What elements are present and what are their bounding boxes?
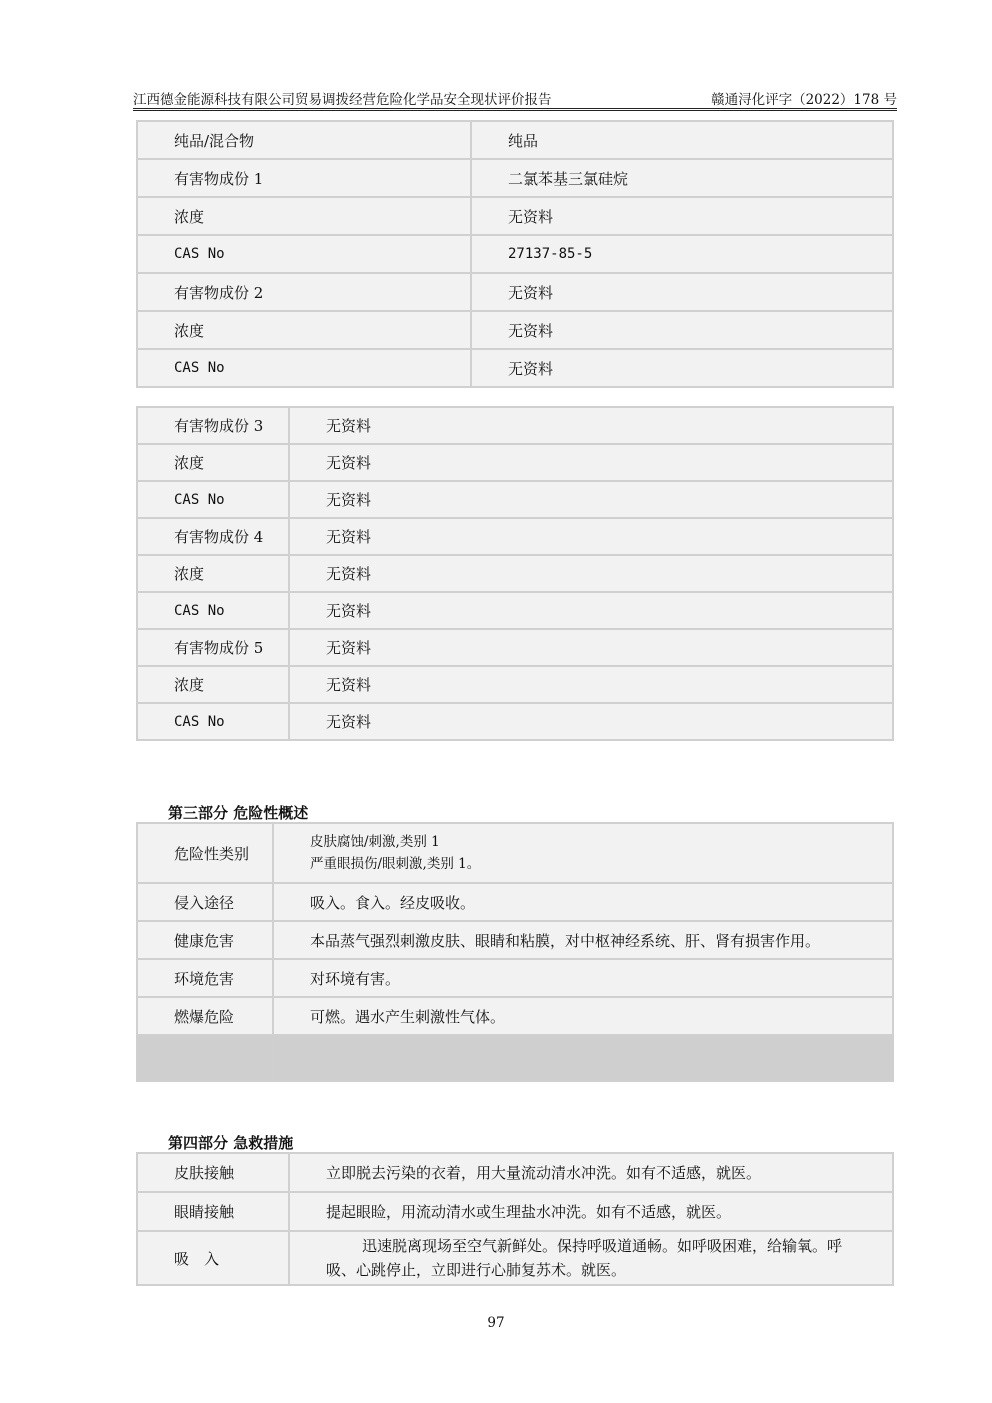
row-value: 对环境有害。 <box>273 959 893 997</box>
table-row <box>137 823 893 883</box>
row-value: 无资料 <box>289 555 893 592</box>
table-row <box>137 273 893 311</box>
row-label: CAS No <box>137 349 471 387</box>
empty-cell <box>137 1035 273 1081</box>
row-label: 有害物成份 3 <box>137 407 289 444</box>
row-label: CAS No <box>137 592 289 629</box>
row-value: 无资料 <box>289 666 893 703</box>
row-label: 纯品/混合物 <box>137 121 471 159</box>
composition-table-more <box>136 406 894 741</box>
hazard-class-value <box>273 823 893 883</box>
row-value: 无资料 <box>289 444 893 481</box>
row-label: 健康危害 <box>137 921 273 959</box>
row-label: 眼睛接触 <box>137 1192 289 1231</box>
row-value: 无资料 <box>471 197 893 235</box>
document-number: 赣通浔化评字（2022）178 号 <box>711 92 897 108</box>
table-row <box>137 883 893 921</box>
section3-title: 第三部分 危险性概述 <box>168 804 309 822</box>
row-label: 有害物成份 2 <box>137 273 471 311</box>
row-label: 有害物成份 5 <box>137 629 289 666</box>
row-value: 吸入。食入。经皮吸收。 <box>273 883 893 921</box>
composition-table-top <box>136 120 894 388</box>
header-rule <box>133 110 897 111</box>
hazard-class-line2: 严重眼损伤/眼刺激,类别 1。 <box>310 856 481 872</box>
row-value: 无资料 <box>289 481 893 518</box>
row-value: 本品蒸气强烈刺激皮肤、眼睛和粘膜，对中枢神经系统、肝、肾有损害作用。 <box>273 921 893 959</box>
table-row <box>137 349 893 387</box>
table-row <box>137 518 893 555</box>
hazard-overview-table <box>136 822 894 1082</box>
row-value: 提起眼睑，用流动清水或生理盐水冲洗。如有不适感，就医。 <box>289 1192 893 1231</box>
inhalation-line2: 吸、心跳停止，立即进行心肺复苏术。就医。 <box>326 1261 627 1279</box>
table-row <box>137 1192 893 1231</box>
table-row <box>137 592 893 629</box>
report-title: 江西德金能源科技有限公司贸易调拨经营危险化学品安全现状评价报告 <box>133 92 552 108</box>
row-value: 无资料 <box>289 592 893 629</box>
table-row <box>137 311 893 349</box>
first-aid-table <box>136 1152 894 1286</box>
table-row <box>137 197 893 235</box>
table-row <box>137 629 893 666</box>
table-row <box>137 959 893 997</box>
table-row <box>137 703 893 740</box>
row-label: 浓度 <box>137 666 289 703</box>
table-row <box>137 997 893 1035</box>
table-row <box>137 407 893 444</box>
row-label: 有害物成份 4 <box>137 518 289 555</box>
row-label: 皮肤接触 <box>137 1153 289 1192</box>
row-value: 立即脱去污染的衣着，用大量流动清水冲洗。如有不适感，就医。 <box>289 1153 893 1192</box>
table-row <box>137 555 893 592</box>
row-value: 纯品 <box>471 121 893 159</box>
row-value: 无资料 <box>289 703 893 740</box>
table-row <box>137 921 893 959</box>
row-value: 无资料 <box>289 407 893 444</box>
row-label: 浓度 <box>137 444 289 481</box>
row-label: 浓度 <box>137 311 471 349</box>
table-row <box>137 444 893 481</box>
hazard-class-label: 危险性类别 <box>137 823 273 883</box>
row-label: 浓度 <box>137 197 471 235</box>
row-label: 有害物成份 1 <box>137 159 471 197</box>
page-number: 97 <box>487 1315 505 1331</box>
row-label: 侵入途径 <box>137 883 273 921</box>
row-label: CAS No <box>137 703 289 740</box>
inhalation-value <box>289 1231 893 1285</box>
table-row <box>137 1153 893 1192</box>
row-value: 可燃。遇水产生刺激性气体。 <box>273 997 893 1035</box>
row-value: 无资料 <box>289 629 893 666</box>
row-value: 无资料 <box>471 349 893 387</box>
row-label: 环境危害 <box>137 959 273 997</box>
row-label: CAS No <box>137 481 289 518</box>
table-row <box>137 666 893 703</box>
empty-cell <box>273 1035 893 1081</box>
empty-row <box>137 1035 893 1081</box>
hazard-class-line1: 皮肤腐蚀/刺激,类别 1 <box>310 834 440 850</box>
section4-title: 第四部分 急救措施 <box>168 1134 294 1152</box>
inhalation-line1: 迅速脱离现场至空气新鲜处。保持呼吸道通畅。如呼吸困难，给输氧。呼 <box>362 1237 843 1255</box>
table-row <box>137 121 893 159</box>
row-label: 浓度 <box>137 555 289 592</box>
page-header <box>133 88 897 109</box>
row-label: 燃爆危险 <box>137 997 273 1035</box>
table-row <box>137 481 893 518</box>
row-value: 无资料 <box>471 273 893 311</box>
row-value: 无资料 <box>289 518 893 555</box>
table-row <box>137 159 893 197</box>
row-value: 无资料 <box>471 311 893 349</box>
row-label: CAS No <box>137 235 471 273</box>
table-row <box>137 235 893 273</box>
table-row <box>137 1231 893 1285</box>
row-value: 二氯苯基三氯硅烷 <box>471 159 893 197</box>
inhalation-label: 吸 入 <box>137 1231 289 1285</box>
row-value: 27137-85-5 <box>471 235 893 273</box>
